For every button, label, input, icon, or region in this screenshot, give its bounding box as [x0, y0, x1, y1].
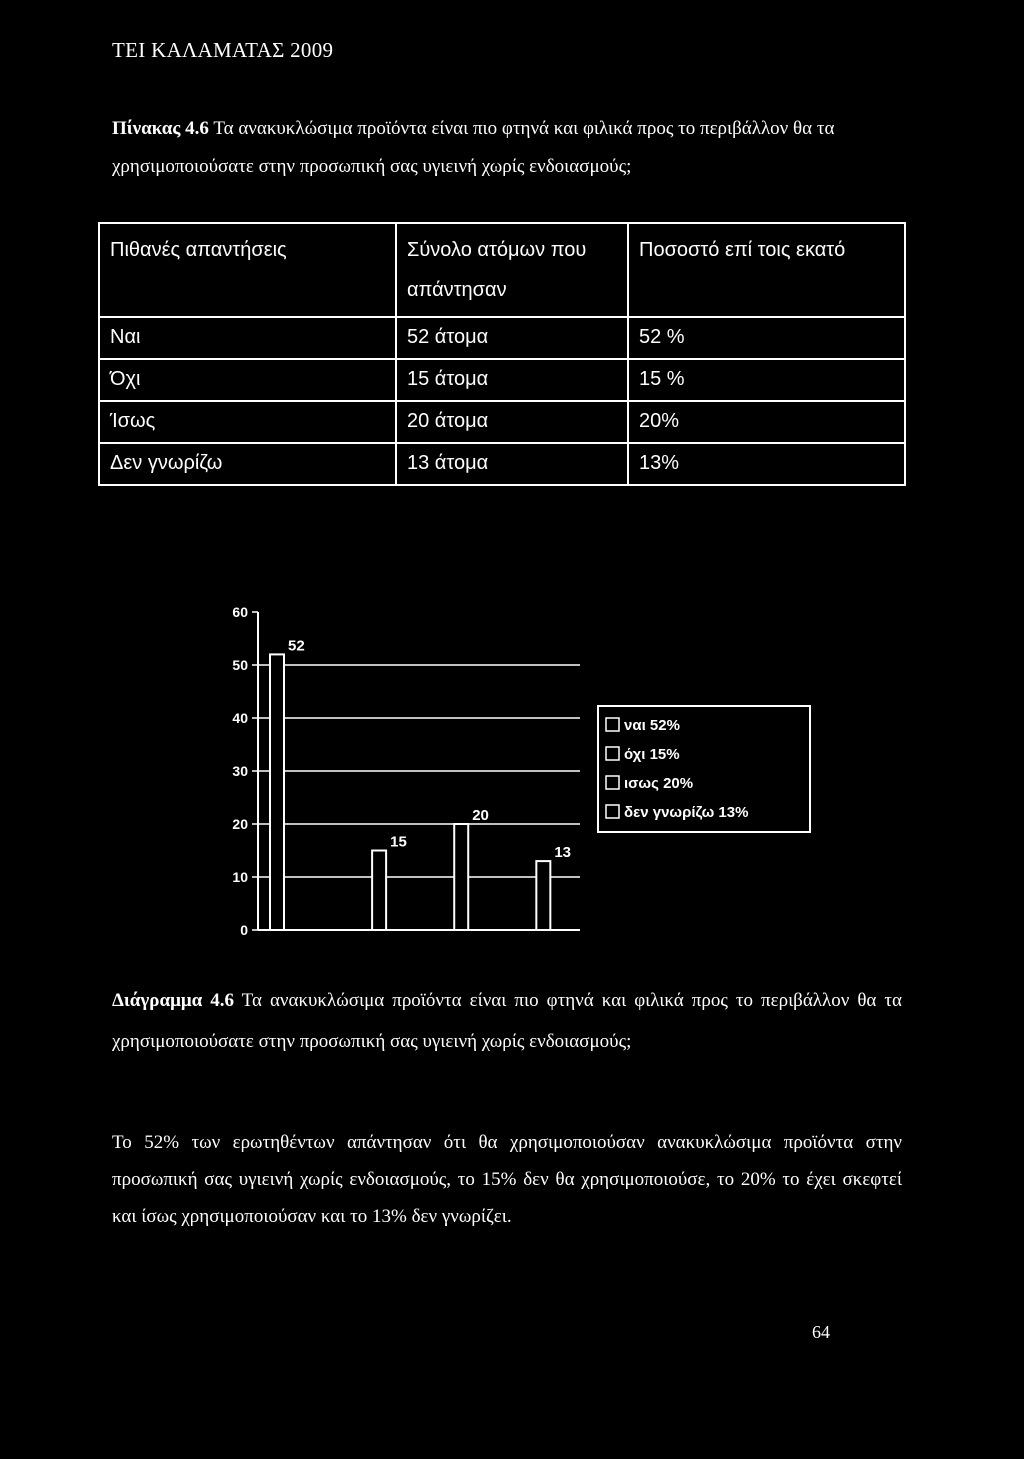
cell-percent: 52 %	[628, 317, 905, 359]
figure-caption-text: Τα ανακυκλώσιμα προϊόντα είναι πιο φτηνά και φιλικά προς το περιβάλλον θα τα χρησιμοποιούσατε στην προσωπική σας υγιεινή χωρίς ενδοιασμούς;	[112, 990, 902, 1052]
table-row	[99, 443, 905, 485]
cell-answer: Ίσως	[99, 401, 396, 443]
legend-entry: δεν γνωρίζω 13%	[624, 804, 749, 821]
cell-answer: Δεν γνωρίζω	[99, 443, 396, 485]
page-number: 64	[812, 1322, 830, 1342]
cell-count: 15 άτομα	[396, 359, 628, 401]
bar-data-label: 13	[554, 844, 572, 862]
header-cell-count: Σύνολο ατόμων που απάντησαν	[396, 223, 628, 317]
header-cell-percent: Ποσοστό επί τοις εκατό	[628, 223, 905, 317]
bar-ναι	[270, 654, 284, 930]
table-row	[99, 317, 905, 359]
bar-δεν γνωρίζω	[536, 861, 550, 930]
y-tick-label: 50	[232, 657, 248, 673]
cell-percent: 20%	[628, 401, 905, 443]
legend-entry: ναι 52%	[624, 717, 680, 734]
table-row	[99, 401, 905, 443]
cell-percent: 15 %	[628, 359, 905, 401]
cell-count: 52 άτομα	[396, 317, 628, 359]
figure-caption-label: Διάγραμμα 4.6	[112, 990, 234, 1011]
cell-percent: 13%	[628, 443, 905, 485]
bar-chart	[200, 590, 840, 950]
y-tick-label: 0	[240, 922, 248, 938]
table-caption-text: Τα ανακυκλώσιμα προϊόντα είναι πιο φτηνά και φιλικά προς το περιβάλλον θα τα χρησιμοποιούσατε στην προσωπική σας υγιεινή χωρίς ενδοιασμούς;	[112, 118, 835, 177]
cell-count: 20 άτομα	[396, 401, 628, 443]
y-tick-label: 10	[232, 869, 248, 885]
page-header: ΤΕΙ ΚΑΛΑΜΑΤΑΣ 2009	[112, 38, 334, 62]
header-cell-answers: Πιθανές απαντήσεις	[99, 223, 396, 317]
y-tick-label: 40	[232, 710, 248, 726]
table-caption-label: Πίνακας 4.6	[112, 118, 209, 139]
summary-paragraph: Το 52% των ερωτηθέντων απάντησαν ότι θα χρησιμοποιούσαν ανακυκλώσιμα προϊόντα στην προσωπική σας υγιεινή χωρίς ενδοιασμούς, το 15% δεν θα χρησιμοποιούσε, το 20% το έχει σκεφτεί και ίσως χρησιμοποιούσαν και το 13% δεν γνωρίζει.	[112, 1132, 902, 1227]
cell-answer: Ναι	[99, 317, 396, 359]
y-tick-label: 60	[232, 604, 248, 620]
table-header-row	[99, 223, 905, 317]
bar-όχι	[372, 851, 386, 931]
cell-answer: Όχι	[99, 359, 396, 401]
bar-ισως	[454, 824, 468, 930]
legend-entry: όχι 15%	[624, 746, 680, 763]
bar-data-label: 15	[390, 833, 407, 851]
responses-table	[98, 222, 906, 486]
y-tick-label: 20	[232, 816, 248, 832]
cell-count: 13 άτομα	[396, 443, 628, 485]
legend-swatch	[606, 805, 619, 818]
legend-swatch	[606, 747, 619, 760]
table-caption	[112, 110, 902, 186]
legend-swatch	[606, 776, 619, 789]
bar-data-label: 20	[472, 807, 489, 824]
legend-swatch	[606, 718, 619, 731]
bar-data-label: 52	[288, 637, 305, 655]
table-row	[99, 359, 905, 401]
figure-caption	[112, 980, 902, 1062]
y-tick-label: 30	[232, 763, 248, 779]
legend-entry: ισως 20%	[624, 775, 694, 792]
